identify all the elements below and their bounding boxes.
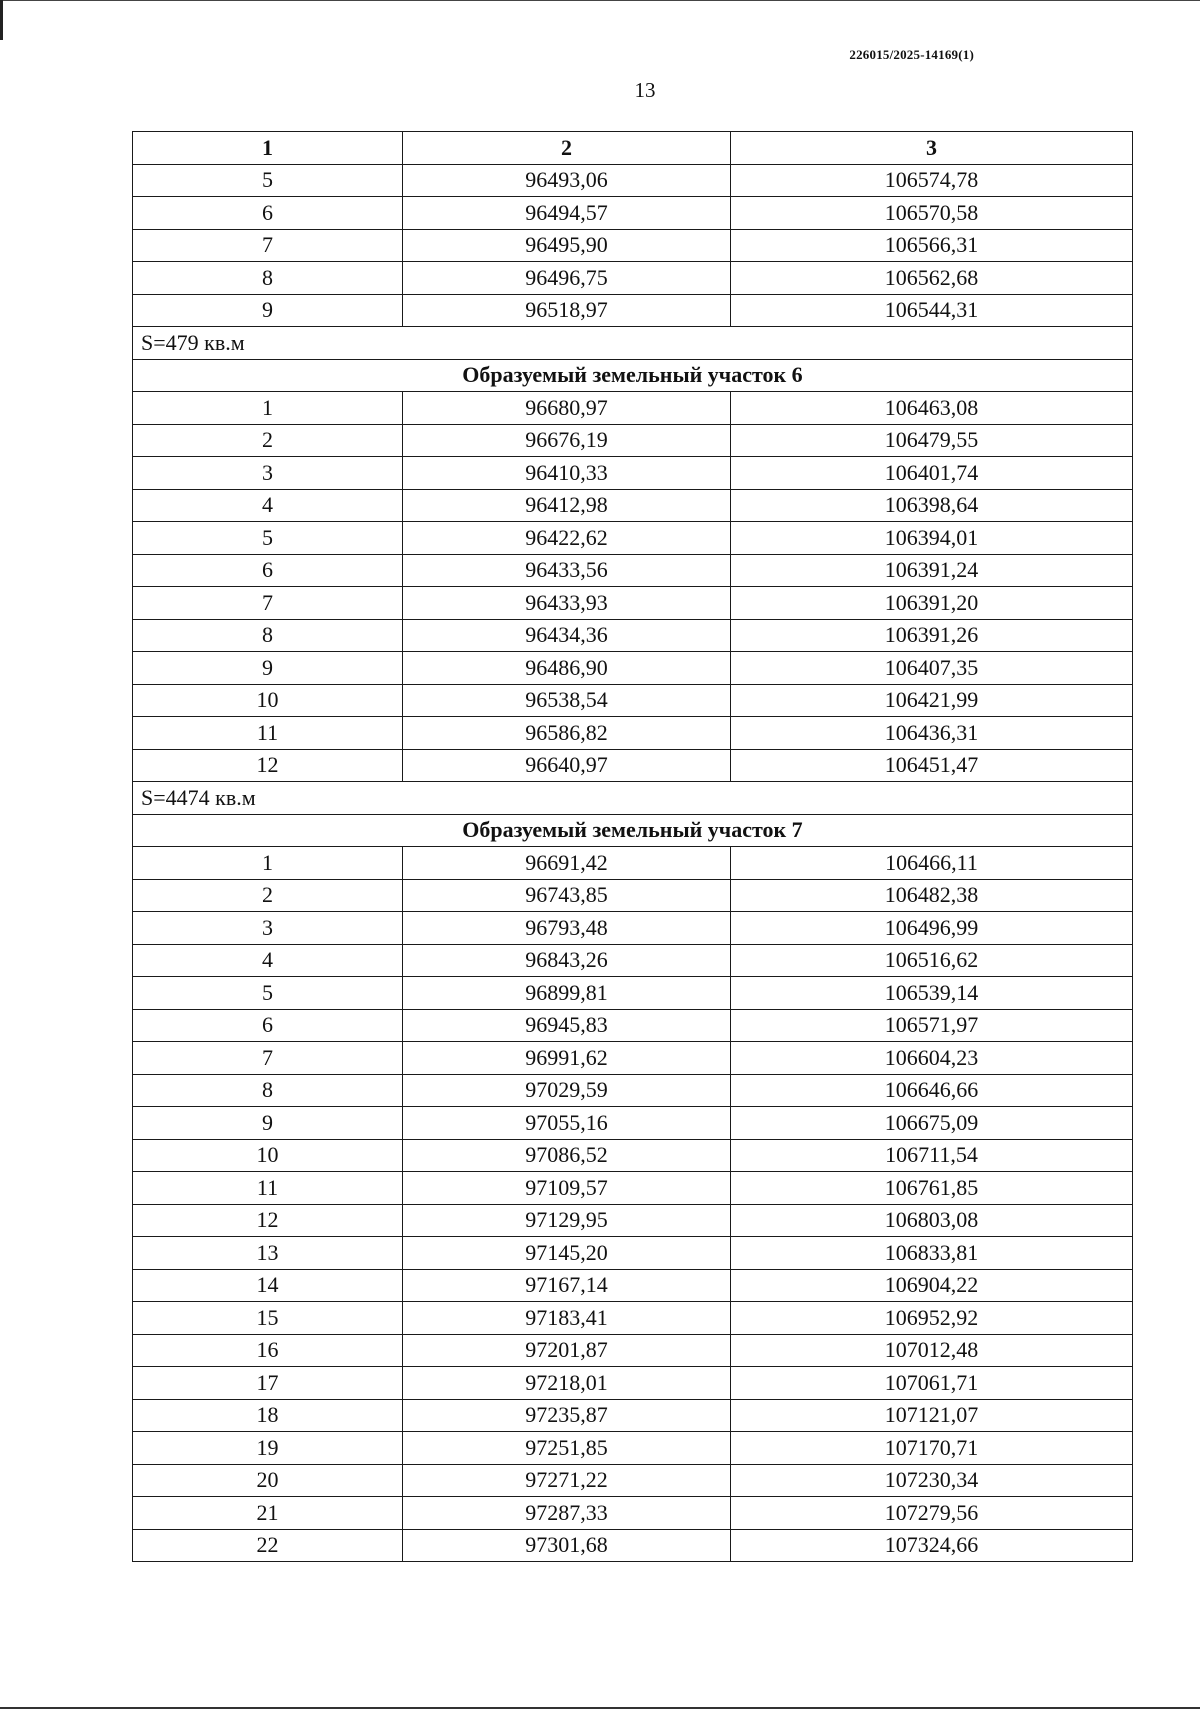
- coordinate-x: 96410,33: [403, 457, 731, 490]
- coordinate-y: 106436,31: [731, 717, 1133, 750]
- coordinate-x: 96899,81: [403, 977, 731, 1010]
- table-row: [133, 1432, 1133, 1465]
- coordinate-y: 106711,54: [731, 1139, 1133, 1172]
- table-row: [133, 1334, 1133, 1367]
- coordinate-y: 106675,09: [731, 1107, 1133, 1140]
- coordinate-x: 97055,16: [403, 1107, 731, 1140]
- table-row: [133, 294, 1133, 327]
- table-row: [133, 554, 1133, 587]
- table-row: [133, 619, 1133, 652]
- coordinate-x: 97167,14: [403, 1269, 731, 1302]
- table-row: [133, 1367, 1133, 1400]
- coordinate-y: 106451,47: [731, 749, 1133, 782]
- table-row: [133, 1139, 1133, 1172]
- table-row: [133, 197, 1133, 230]
- document-number: 226015/2025-14169(1): [849, 47, 974, 62]
- section-title-row: [133, 814, 1133, 847]
- coordinate-x: 97145,20: [403, 1237, 731, 1270]
- coordinate-x: 96538,54: [403, 684, 731, 717]
- coordinate-y: 107121,07: [731, 1399, 1133, 1432]
- point-number: 8: [133, 262, 403, 295]
- coordinate-y: 106544,31: [731, 294, 1133, 327]
- point-number: 14: [133, 1269, 403, 1302]
- coordinate-y: 106391,20: [731, 587, 1133, 620]
- table-row: [133, 424, 1133, 457]
- point-number: 22: [133, 1529, 403, 1562]
- table-row: [133, 944, 1133, 977]
- table-row: [133, 1302, 1133, 1335]
- table-row: [133, 717, 1133, 750]
- coordinate-y: 106482,38: [731, 879, 1133, 912]
- coordinate-x: 96412,98: [403, 489, 731, 522]
- coordinate-x: 97129,95: [403, 1204, 731, 1237]
- coordinate-x: 96640,97: [403, 749, 731, 782]
- coordinate-x: 97086,52: [403, 1139, 731, 1172]
- coordinate-y: 106571,97: [731, 1009, 1133, 1042]
- area-row: [133, 782, 1133, 815]
- coordinate-x: 97235,87: [403, 1399, 731, 1432]
- point-number: 9: [133, 1107, 403, 1140]
- section-title: Образуемый земельный участок 7: [133, 814, 1133, 847]
- point-number: 5: [133, 977, 403, 1010]
- point-number: 5: [133, 522, 403, 555]
- table-row: [133, 1172, 1133, 1205]
- coordinate-x: 96433,56: [403, 554, 731, 587]
- table-row: [133, 587, 1133, 620]
- table-row: [133, 522, 1133, 555]
- coordinate-x: 96493,06: [403, 164, 731, 197]
- coordinate-y: 106833,81: [731, 1237, 1133, 1270]
- table-row: [133, 1464, 1133, 1497]
- coordinate-y: 106391,24: [731, 554, 1133, 587]
- coordinate-y: 106391,26: [731, 619, 1133, 652]
- coordinate-x: 96433,93: [403, 587, 731, 620]
- coordinate-x: 97271,22: [403, 1464, 731, 1497]
- table-row: [133, 457, 1133, 490]
- coordinate-x: 97218,01: [403, 1367, 731, 1400]
- coordinates-table-body: [133, 132, 1133, 1562]
- table-row: [133, 1042, 1133, 1075]
- scan-top-edge: [0, 0, 1200, 1]
- coordinate-y: 106761,85: [731, 1172, 1133, 1205]
- coordinate-y: 106401,74: [731, 457, 1133, 490]
- coordinate-y: 107170,71: [731, 1432, 1133, 1465]
- coordinate-x: 97201,87: [403, 1334, 731, 1367]
- coordinate-x: 96422,62: [403, 522, 731, 555]
- table-row: [133, 1237, 1133, 1270]
- coordinate-y: 106479,55: [731, 424, 1133, 457]
- table-row: [133, 1269, 1133, 1302]
- point-number: 7: [133, 587, 403, 620]
- coordinate-y: 107279,56: [731, 1497, 1133, 1530]
- point-number: 3: [133, 912, 403, 945]
- coordinate-y: 107061,71: [731, 1367, 1133, 1400]
- coordinate-y: 106904,22: [731, 1269, 1133, 1302]
- table-row: [133, 262, 1133, 295]
- point-number: 6: [133, 554, 403, 587]
- table-row: [133, 749, 1133, 782]
- coordinate-y: 106646,66: [731, 1074, 1133, 1107]
- coordinate-y: 106604,23: [731, 1042, 1133, 1075]
- point-number: 8: [133, 619, 403, 652]
- coordinate-x: 96486,90: [403, 652, 731, 685]
- table-row: [133, 1529, 1133, 1562]
- point-number: 3: [133, 457, 403, 490]
- coordinate-x: 96586,82: [403, 717, 731, 750]
- point-number: 13: [133, 1237, 403, 1270]
- coordinate-x: 97251,85: [403, 1432, 731, 1465]
- coordinate-y: 106570,58: [731, 197, 1133, 230]
- point-number: 19: [133, 1432, 403, 1465]
- table-row: [133, 684, 1133, 717]
- table-row: [133, 879, 1133, 912]
- point-number: 12: [133, 749, 403, 782]
- coordinate-x: 96793,48: [403, 912, 731, 945]
- coordinate-x: 96495,90: [403, 229, 731, 262]
- point-number: 10: [133, 1139, 403, 1172]
- point-number: 15: [133, 1302, 403, 1335]
- coordinate-y: 106394,01: [731, 522, 1133, 555]
- coordinate-y: 106463,08: [731, 392, 1133, 425]
- section-title: Образуемый земельный участок 6: [133, 359, 1133, 392]
- coordinate-x: 97029,59: [403, 1074, 731, 1107]
- coordinate-y: 107230,34: [731, 1464, 1133, 1497]
- coordinate-y: 107012,48: [731, 1334, 1133, 1367]
- point-number: 20: [133, 1464, 403, 1497]
- point-number: 7: [133, 229, 403, 262]
- coordinate-x: 97183,41: [403, 1302, 731, 1335]
- point-number: 11: [133, 717, 403, 750]
- table-row: [133, 1074, 1133, 1107]
- table-row: [133, 977, 1133, 1010]
- coordinate-y: 106421,99: [731, 684, 1133, 717]
- point-number: 6: [133, 1009, 403, 1042]
- coordinate-x: 96843,26: [403, 944, 731, 977]
- coordinate-x: 96518,97: [403, 294, 731, 327]
- point-number: 9: [133, 652, 403, 685]
- coordinate-x: 96680,97: [403, 392, 731, 425]
- column-header: 2: [403, 132, 731, 165]
- point-number: 2: [133, 424, 403, 457]
- coordinate-x: 96434,36: [403, 619, 731, 652]
- table-row: [133, 912, 1133, 945]
- scan-left-marks: [0, 0, 3, 40]
- coordinate-y: 106398,64: [731, 489, 1133, 522]
- table-row: [133, 1204, 1133, 1237]
- coordinate-y: 107324,66: [731, 1529, 1133, 1562]
- coordinate-y: 106496,99: [731, 912, 1133, 945]
- section-title-row: [133, 359, 1133, 392]
- column-header: 1: [133, 132, 403, 165]
- point-number: 4: [133, 944, 403, 977]
- coordinate-y: 106466,11: [731, 847, 1133, 880]
- page-number: 13: [634, 78, 656, 102]
- coordinate-x: 96496,75: [403, 262, 731, 295]
- point-number: 12: [133, 1204, 403, 1237]
- coordinate-x: 96991,62: [403, 1042, 731, 1075]
- coordinate-x: 96494,57: [403, 197, 731, 230]
- point-number: 18: [133, 1399, 403, 1432]
- table-row: [133, 1497, 1133, 1530]
- point-number: 21: [133, 1497, 403, 1530]
- coordinate-y: 106407,35: [731, 652, 1133, 685]
- table-header-row: [133, 132, 1133, 165]
- table-row: [133, 489, 1133, 522]
- table-row: [133, 1107, 1133, 1140]
- coordinates-table: [132, 131, 1133, 1562]
- coordinate-y: 106566,31: [731, 229, 1133, 262]
- point-number: 1: [133, 392, 403, 425]
- area-value: S=4474 кв.м: [133, 782, 1133, 815]
- table-row: [133, 652, 1133, 685]
- point-number: 17: [133, 1367, 403, 1400]
- coordinate-x: 96691,42: [403, 847, 731, 880]
- area-value: S=479 кв.м: [133, 327, 1133, 360]
- coordinate-x: 97287,33: [403, 1497, 731, 1530]
- coordinate-y: 106539,14: [731, 977, 1133, 1010]
- table-row: [133, 164, 1133, 197]
- point-number: 11: [133, 1172, 403, 1205]
- coordinate-x: 96743,85: [403, 879, 731, 912]
- coordinate-x: 96676,19: [403, 424, 731, 457]
- point-number: 5: [133, 164, 403, 197]
- table-row: [133, 229, 1133, 262]
- coordinate-x: 96945,83: [403, 1009, 731, 1042]
- coordinate-y: 106574,78: [731, 164, 1133, 197]
- column-header: 3: [731, 132, 1133, 165]
- table-row: [133, 847, 1133, 880]
- area-row: [133, 327, 1133, 360]
- point-number: 7: [133, 1042, 403, 1075]
- point-number: 16: [133, 1334, 403, 1367]
- table-row: [133, 1399, 1133, 1432]
- table-row: [133, 1009, 1133, 1042]
- coordinate-y: 106803,08: [731, 1204, 1133, 1237]
- coordinate-y: 106516,62: [731, 944, 1133, 977]
- point-number: 8: [133, 1074, 403, 1107]
- coordinate-y: 106952,92: [731, 1302, 1133, 1335]
- point-number: 9: [133, 294, 403, 327]
- coordinate-x: 97109,57: [403, 1172, 731, 1205]
- point-number: 1: [133, 847, 403, 880]
- table-row: [133, 392, 1133, 425]
- point-number: 10: [133, 684, 403, 717]
- point-number: 6: [133, 197, 403, 230]
- point-number: 2: [133, 879, 403, 912]
- coordinate-x: 97301,68: [403, 1529, 731, 1562]
- coordinate-y: 106562,68: [731, 262, 1133, 295]
- point-number: 4: [133, 489, 403, 522]
